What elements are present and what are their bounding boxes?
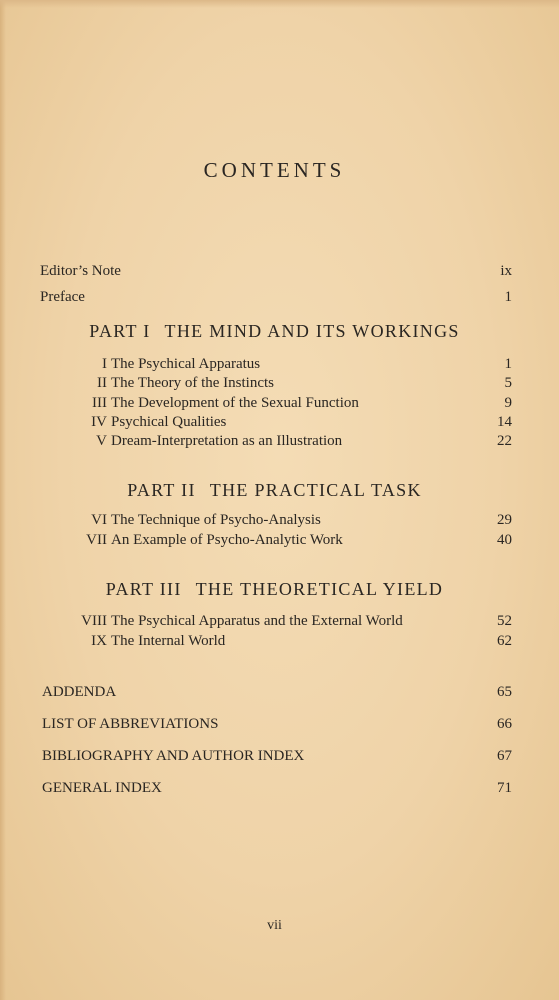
chapter-number: VIII [81,613,107,629]
toc-entry-chapter[interactable] [40,611,512,631]
entry-page: 62 [497,633,512,649]
entry-page: 29 [497,512,512,528]
entry-page: 66 [497,716,512,732]
entry-title: BIBLIOGRAPHY AND AUTHOR INDEX [42,748,305,764]
part-number: PART I [89,321,151,341]
toc-entry-chapter[interactable] [40,373,512,393]
chapter-number: IX [91,633,107,649]
part-title: THE THEORETICAL YIELD [195,579,444,599]
toc-entry-addenda[interactable] [42,682,512,702]
entry-title: GENERAL INDEX [42,780,162,796]
toc-entry-chapter[interactable] [40,412,512,432]
toc-entry-chapter[interactable] [40,631,512,651]
chapter-title: The Psychical Apparatus [111,356,261,372]
part-heading-3 [0,579,549,600]
entry-title: ADDENDA [42,684,117,700]
toc-entry-bibliography[interactable] [42,746,512,766]
part-title: THE PRACTICAL TASK [209,480,422,500]
chapter-title: The Theory of the Instincts [111,375,275,391]
chapter-title: The Development of the Sexual Function [111,395,359,411]
chapter-title: The Technique of Psycho-Analysis [111,512,321,528]
entry-page: 22 [497,433,512,449]
entry-title: Editor’s Note [40,263,121,279]
chapter-title: An Example of Psycho-Analytic Work [111,532,343,548]
chapter-number: II [97,375,107,391]
toc-entry-editors-note[interactable] [40,261,512,281]
toc-entry-list-of-abbreviations[interactable] [42,714,512,734]
chapter-title: The Internal World [111,633,226,649]
entry-page: 9 [504,395,512,411]
contents-heading: CONTENTS [203,158,346,182]
entry-title: Preface [40,289,85,305]
part-heading-2 [0,480,549,501]
chapter-title: Psychical Qualities [111,414,227,430]
chapter-number: I [102,356,107,372]
entry-page: 14 [497,414,512,430]
chapter-number: V [96,433,107,449]
toc-entry-chapter[interactable] [40,393,512,413]
entry-page: ix [500,263,512,279]
chapter-title: Dream-Interpretation as an Illustration [111,433,343,449]
entry-page: 71 [497,780,512,796]
chapter-number: IV [91,414,107,430]
part-number: PART III [105,579,182,599]
part-title: THE MIND AND ITS WORKINGS [164,321,460,341]
toc-entry-chapter[interactable] [40,510,512,530]
page-edge-shadow-top [0,0,559,8]
entry-page: 67 [497,748,512,764]
entry-page: 1 [504,289,512,305]
entry-page: 1 [504,356,512,372]
chapter-number: VI [91,512,107,528]
chapter-title: The Psychical Apparatus and the External World [111,613,403,629]
toc-entry-chapter[interactable] [40,431,512,451]
toc-entry-chapter[interactable] [40,530,512,550]
entry-title: LIST OF ABBREVIATIONS [42,716,219,732]
chapter-number: III [92,395,107,411]
part-number: PART II [127,480,196,500]
entry-page: 40 [497,532,512,548]
toc-entry-general-index[interactable] [42,778,512,798]
entry-page: 65 [497,684,512,700]
page-number-folio: vii [267,918,282,933]
entry-page: 5 [504,375,512,391]
part-heading-1 [0,321,549,342]
toc-entry-chapter[interactable] [40,354,512,374]
toc-entry-preface[interactable] [40,287,512,307]
entry-page: 52 [497,613,512,629]
chapter-number: VII [86,532,107,548]
